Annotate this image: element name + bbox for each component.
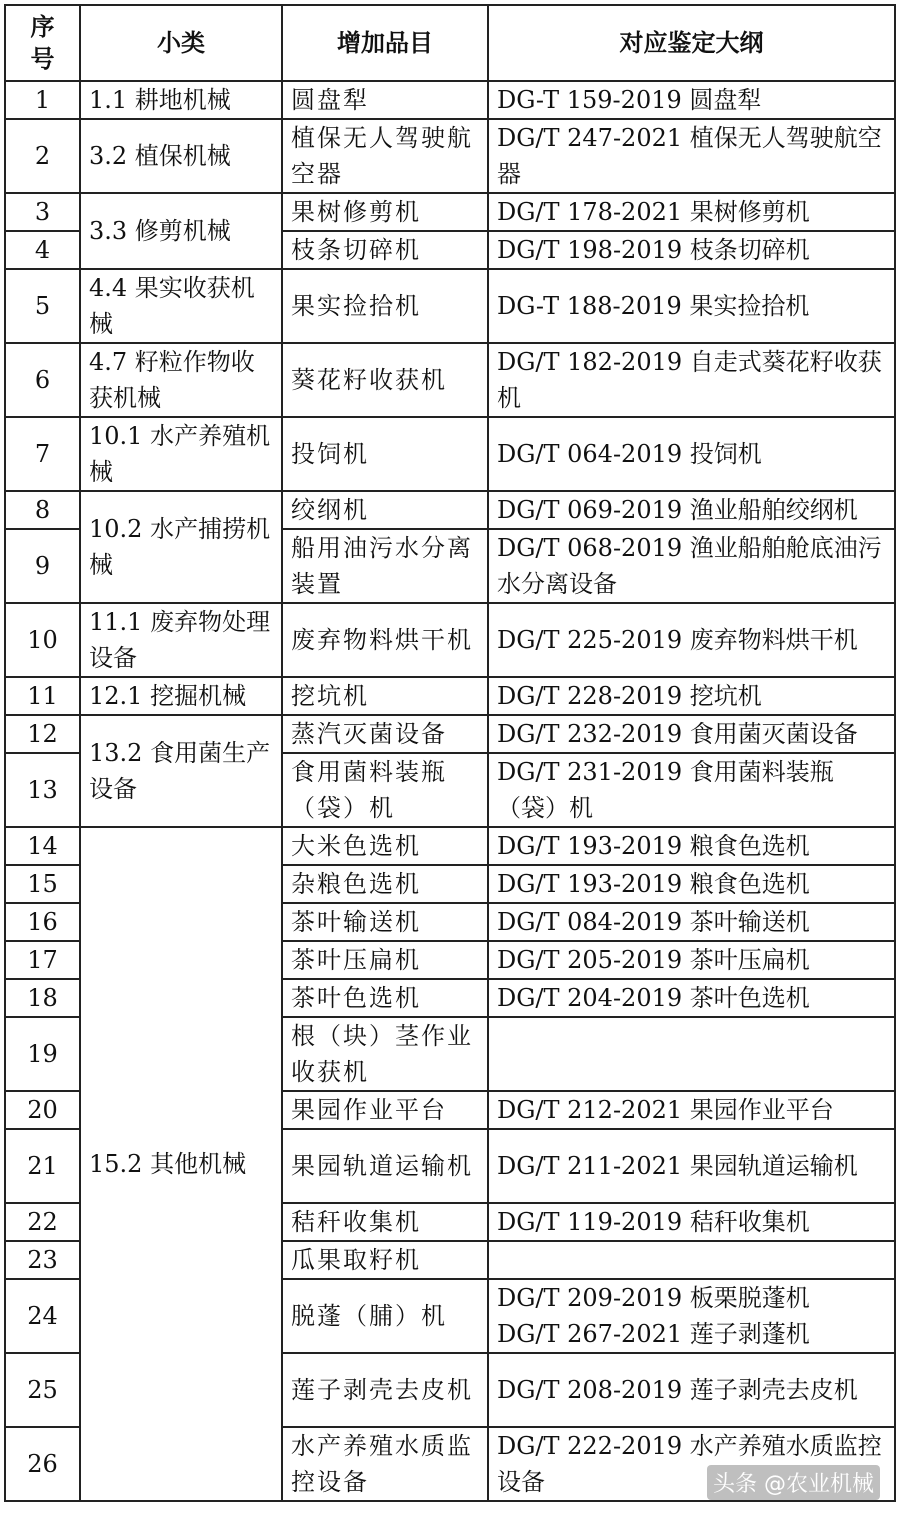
- row-serial: 2: [5, 119, 80, 193]
- row-serial: 18: [5, 979, 80, 1017]
- row-item: 茶叶压扁机: [282, 941, 488, 979]
- row-item: 枝条切碎机: [282, 231, 488, 269]
- row-item: 葵花籽收获机: [282, 343, 488, 417]
- row-standard: DG/T 084-2019 茶叶输送机: [488, 903, 895, 941]
- table-row: [5, 715, 895, 753]
- row-serial: 16: [5, 903, 80, 941]
- catalog-table: [4, 4, 896, 1502]
- row-standard: DG/T 204-2019 茶叶色选机: [488, 979, 895, 1017]
- table-row: [5, 119, 895, 193]
- row-serial: 7: [5, 417, 80, 491]
- row-standard: DG/T 232-2019 食用菌灭菌设备: [488, 715, 895, 753]
- row-serial: 9: [5, 529, 80, 603]
- row-category: 3.3 修剪机械: [80, 193, 282, 269]
- row-item: 圆盘犁: [282, 81, 488, 119]
- row-item: 大米色选机: [282, 827, 488, 865]
- header-standard: 对应鉴定大纲: [488, 5, 895, 81]
- row-category: 12.1 挖掘机械: [80, 677, 282, 715]
- header-row: [5, 5, 895, 81]
- row-item: 废弃物料烘干机: [282, 603, 488, 677]
- row-category: 15.2 其他机械: [80, 827, 282, 1501]
- watermark: 头条 @农业机械: [707, 1465, 880, 1500]
- row-item: 茶叶色选机: [282, 979, 488, 1017]
- header-category: 小类: [80, 5, 282, 81]
- row-item: 秸秆收集机: [282, 1203, 488, 1241]
- row-standard: DG/T 178-2021 果树修剪机: [488, 193, 895, 231]
- row-serial: 24: [5, 1279, 80, 1353]
- header-item: 增加品目: [282, 5, 488, 81]
- table-row: [5, 603, 895, 677]
- row-item: 果园作业平台: [282, 1091, 488, 1129]
- row-serial: 5: [5, 269, 80, 343]
- row-standard: DG/T 069-2019 渔业船舶绞纲机: [488, 491, 895, 529]
- row-category: 11.1 废弃物处理设备: [80, 603, 282, 677]
- row-serial: 8: [5, 491, 80, 529]
- row-serial: 10: [5, 603, 80, 677]
- row-standard: DG/T 193-2019 粮食色选机: [488, 827, 895, 865]
- row-serial: 20: [5, 1091, 80, 1129]
- row-serial: 17: [5, 941, 80, 979]
- row-standard: DG/T 119-2019 秸秆收集机: [488, 1203, 895, 1241]
- row-item: 挖坑机: [282, 677, 488, 715]
- row-serial: 14: [5, 827, 80, 865]
- row-standard: DG/T 198-2019 枝条切碎机: [488, 231, 895, 269]
- row-standard: DG/T 209-2019 板栗脱蓬机 DG/T 267-2021 莲子剥蓬机: [488, 1279, 895, 1353]
- row-item: 绞纲机: [282, 491, 488, 529]
- row-standard: DG/T 211-2021 果园轨道运输机: [488, 1129, 895, 1203]
- row-item: 食用菌料装瓶（袋）机: [282, 753, 488, 827]
- row-category: 10.1 水产养殖机械: [80, 417, 282, 491]
- row-item: 杂粮色选机: [282, 865, 488, 903]
- row-category: 1.1 耕地机械: [80, 81, 282, 119]
- row-standard: DG/T 247-2021 植保无人驾驶航空器: [488, 119, 895, 193]
- row-category: 4.4 果实收获机械: [80, 269, 282, 343]
- row-serial: 4: [5, 231, 80, 269]
- row-item: 船用油污水分离装置: [282, 529, 488, 603]
- table-row: [5, 417, 895, 491]
- row-serial: 15: [5, 865, 80, 903]
- row-item: 瓜果取籽机: [282, 1241, 488, 1279]
- table-row: [5, 677, 895, 715]
- table-row: [5, 491, 895, 529]
- row-standard: DG/T 193-2019 粮食色选机: [488, 865, 895, 903]
- row-serial: 19: [5, 1017, 80, 1091]
- row-item: 根（块）茎作业收获机: [282, 1017, 488, 1091]
- row-standard: DG/T 182-2019 自走式葵花籽收获机: [488, 343, 895, 417]
- row-item: 茶叶输送机: [282, 903, 488, 941]
- row-standard: DG/T 064-2019 投饲机: [488, 417, 895, 491]
- row-item: 莲子剥壳去皮机: [282, 1353, 488, 1427]
- row-serial: 26: [5, 1427, 80, 1501]
- row-item: 果树修剪机: [282, 193, 488, 231]
- row-standard: DG/T 225-2019 废弃物料烘干机: [488, 603, 895, 677]
- row-serial: 23: [5, 1241, 80, 1279]
- row-item: 脱蓬（脯）机: [282, 1279, 488, 1353]
- row-item: 果园轨道运输机: [282, 1129, 488, 1203]
- row-standard: DG/T 068-2019 渔业船舶舱底油污水分离设备: [488, 529, 895, 603]
- row-item: 果实捡拾机: [282, 269, 488, 343]
- row-category: 4.7 籽粒作物收获机械: [80, 343, 282, 417]
- table-row: [5, 269, 895, 343]
- row-serial: 6: [5, 343, 80, 417]
- row-standard: DG/T 208-2019 莲子剥壳去皮机: [488, 1353, 895, 1427]
- row-serial: 13: [5, 753, 80, 827]
- row-serial: 1: [5, 81, 80, 119]
- row-serial: 12: [5, 715, 80, 753]
- row-standard: DG/T 228-2019 挖坑机: [488, 677, 895, 715]
- row-standard: DG-T 188-2019 果实捡拾机: [488, 269, 895, 343]
- row-standard: DG/T 231-2019 食用菌料装瓶（袋）机: [488, 753, 895, 827]
- row-standard: DG/T 222-2019 水产养殖水质监控设备: [488, 1427, 895, 1501]
- row-serial: 11: [5, 677, 80, 715]
- row-standard: DG/T 205-2019 茶叶压扁机: [488, 941, 895, 979]
- table-row: [5, 827, 895, 865]
- row-category: 3.2 植保机械: [80, 119, 282, 193]
- table-row: [5, 81, 895, 119]
- row-standard: [488, 1017, 895, 1091]
- row-serial: 22: [5, 1203, 80, 1241]
- row-item: 蒸汽灭菌设备: [282, 715, 488, 753]
- table-row: [5, 343, 895, 417]
- row-item: 投饲机: [282, 417, 488, 491]
- row-serial: 25: [5, 1353, 80, 1427]
- row-item: 植保无人驾驶航空器: [282, 119, 488, 193]
- row-standard: DG/T 212-2021 果园作业平台: [488, 1091, 895, 1129]
- row-standard: DG-T 159-2019 圆盘犁: [488, 81, 895, 119]
- row-serial: 21: [5, 1129, 80, 1203]
- row-standard: [488, 1241, 895, 1279]
- row-serial: 3: [5, 193, 80, 231]
- row-item: 水产养殖水质监控设备: [282, 1427, 488, 1501]
- table-row: [5, 193, 895, 231]
- row-category: 10.2 水产捕捞机械: [80, 491, 282, 603]
- row-category: 13.2 食用菌生产设备: [80, 715, 282, 827]
- header-serial: 序 号: [5, 5, 80, 81]
